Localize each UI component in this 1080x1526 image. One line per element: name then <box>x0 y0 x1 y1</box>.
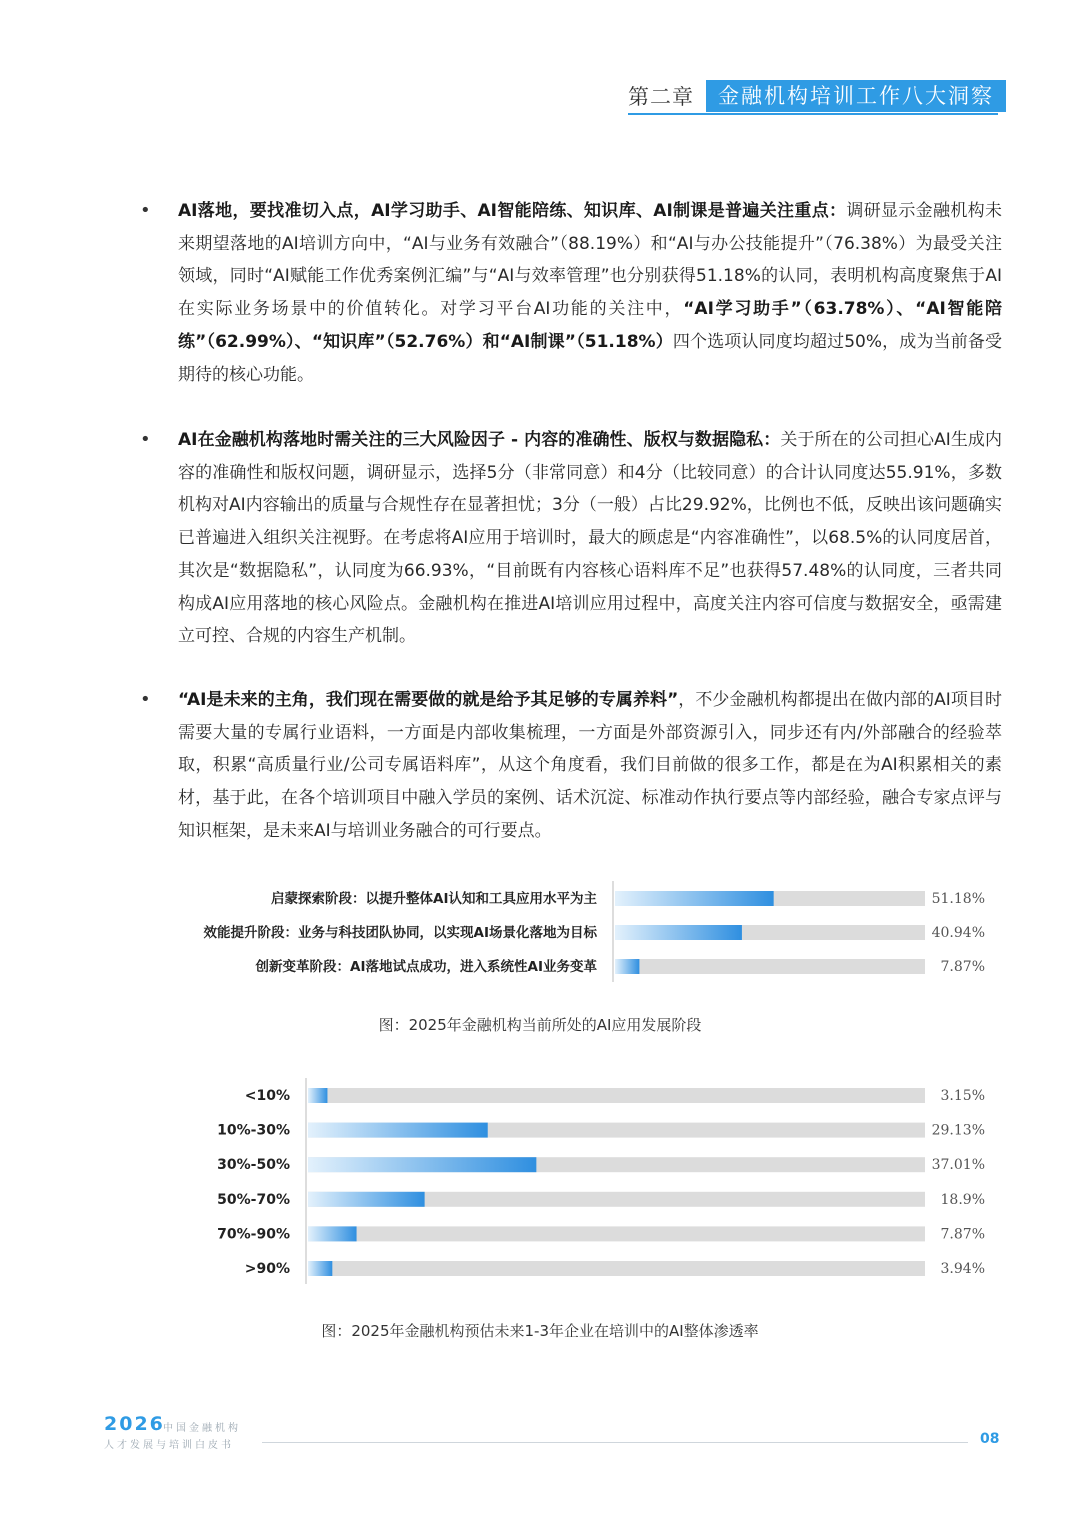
chart-ai-stage-caption: 图：2025年金融机构当前所处的AI应用发展阶段 <box>378 1016 702 1034</box>
footer-line-1: 中国金融机构 <box>163 1423 241 1434</box>
category-label: 50%-70% <box>217 1191 290 1208</box>
bullet-dot: • <box>140 200 151 221</box>
bar-3 <box>308 1192 425 1207</box>
value-label: 40.94% <box>931 925 985 941</box>
paragraph-2-lead: AI在金融机构落地时需关注的三大风险因子 - 内容的准确性、版权与数据隐私： <box>178 430 781 450</box>
bar-0 <box>308 1088 327 1103</box>
paragraph-1-highlight: “AI学习助手”（63.78%）、“AI智能陪练”（62.99%）、“知识库”（52.76%）和“AI制课”（51.18%） <box>178 299 1002 352</box>
chart-ai-penetration <box>0 1075 1080 1290</box>
value-label: 18.9% <box>940 1191 985 1208</box>
value-label: 3.94% <box>940 1261 985 1277</box>
paragraph-3 <box>178 684 1002 848</box>
value-label: 29.13% <box>931 1122 985 1139</box>
value-label: 37.01% <box>931 1157 985 1174</box>
chapter-rule <box>628 113 998 115</box>
paragraph-2 <box>178 424 1002 653</box>
category-label: 效能提升阶段：业务与科技团队协同，以实现AI场景化落地为目标 <box>203 925 597 941</box>
category-label: 10%-30% <box>217 1122 290 1139</box>
paragraph-3-text: ，不少金融机构都提出在做内部的AI项目时需要大量的专属行业语料，一方面是内部收集梳理，一方面是外部资源引入，同步还有内/外部融合的经验萃取，积累“高质量行业/公司专属语料库”，从这个角度看，我们目前做的很多工作，都是在为AI积累相关的素材，基于此，在各个培训项目中融入学员的案例、话术沉淀、标准动作执行要点等内部经验，融合专家点评与知识框架，是未来AI与培训业务融合的可行要点。 <box>178 690 1002 841</box>
bar-0 <box>615 891 774 906</box>
value-label: 7.87% <box>940 1226 985 1243</box>
bar-2 <box>615 959 639 974</box>
footer-rule <box>262 1442 968 1443</box>
paragraph-1 <box>178 195 1002 391</box>
chart-ai-penetration-svg <box>0 1075 1080 1290</box>
paragraph-1-tail: 四个选项认同度均超过50%，成为当前备受期待的核心功能。 <box>178 331 1002 385</box>
bar-1 <box>308 1123 488 1138</box>
footer-year: 2026 <box>104 1413 165 1435</box>
paragraph-2-text: 关于所在的公司担心AI生成内容的准确性和版权问题，调研显示，选择5分（非常同意）和4分（比较同意）的合计认同度达55.91%，多数机构对AI内容输出的质量与合规性存在显著担忧；3分（一般）占比29.92%，比例也不低，反映出该问题确实已普遍进入组织关注视野。在考虑将AI应用于培训时，最大的顾虑是“内容准确性”，以68.5%的认同度居首，其次是“数据隐私”，认同度为66.93%，“目前既有内容核心语料库不足”也获得57.48%的认同度，三者共同构成AI应用落地的核心风险点。金融机构在推进AI培训应用过程中，高度关注内容可信度与数据安全，亟需建立可控、合规的内容生产机制。 <box>178 430 1002 647</box>
chart-ai-penetration-caption: 图：2025年金融机构预估未来1-3年企业在培训中的AI整体渗透率 <box>321 1322 759 1340</box>
bullet-dot: • <box>140 429 151 450</box>
category-label: 30%-50% <box>217 1157 290 1174</box>
bar-track <box>308 1261 925 1276</box>
value-label: 51.18% <box>931 891 985 907</box>
bar-track <box>308 1088 925 1103</box>
chart-ai-stage <box>0 875 1080 985</box>
value-label: 7.87% <box>940 959 985 975</box>
paragraph-3-lead: “AI是未来的主角，我们现在需要做的就是给予其足够的专属养料” <box>178 690 679 710</box>
bar-track <box>615 959 925 974</box>
footer-line-2: 人才发展与培训白皮书 <box>104 1440 234 1451</box>
bar-1 <box>615 925 742 940</box>
chapter-number: 第二章 <box>628 85 694 109</box>
value-label: 3.15% <box>940 1088 985 1104</box>
paragraph-1-lead: AI落地，要找准切入点，AI学习助手、AI智能陪练、知识库、AI制课是普遍关注重点： <box>178 201 847 221</box>
category-label: >90% <box>244 1261 290 1277</box>
bar-track <box>308 1226 925 1241</box>
chapter-header <box>628 80 1006 112</box>
paragraph-1-text: 调研显示金融机构未来期望落地的AI培训方向中，“AI与业务有效融合”（88.19%）和“AI与办公技能提升”（76.38%）为最受关注领域，同时“AI赋能工作优秀案例汇编”与“AI与效率管理”也分别获得51.18%的认同，表明机构高度聚焦于AI在实际业务场景中的价值转化。对学习平台AI功能的关注中， <box>178 201 1002 320</box>
category-label: 启蒙探索阶段：以提升整体AI认知和工具应用水平为主 <box>271 891 597 907</box>
category-label: <10% <box>244 1088 290 1104</box>
bar-4 <box>308 1226 357 1241</box>
chapter-title: 金融机构培训工作八大洞察 <box>706 80 1006 112</box>
bar-2 <box>308 1157 536 1172</box>
bar-5 <box>308 1261 332 1276</box>
category-label: 创新变革阶段：AI落地试点成功，进入系统性AI业务变革 <box>255 959 597 975</box>
page-number: 08 <box>980 1431 1000 1447</box>
chart-ai-stage-svg <box>0 875 1080 985</box>
bullet-dot: • <box>140 689 151 710</box>
category-label: 70%-90% <box>217 1226 290 1243</box>
